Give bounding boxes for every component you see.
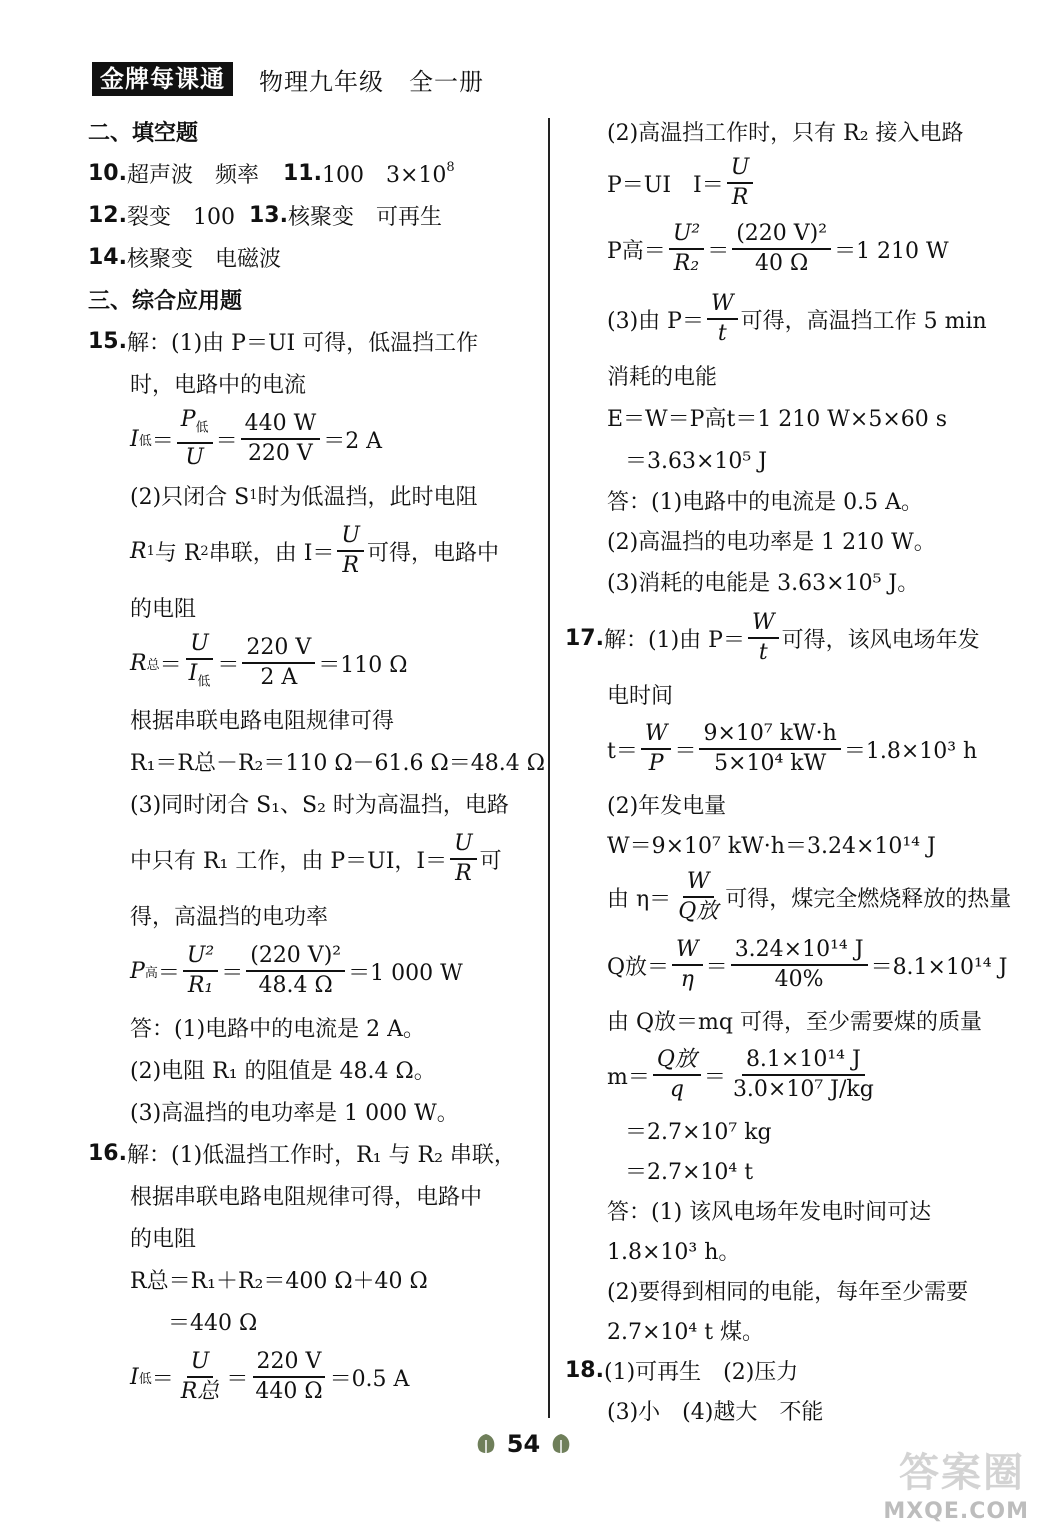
fraction: $\frac{W}{t}$	[748, 609, 779, 667]
fraction: $\frac{\text{U²}}{\text{R₁}}$	[183, 942, 218, 1000]
q16-line2: 根据串联电路电阻规律可得，电路中	[130, 1184, 483, 1210]
q17-r12: 电时间	[607, 683, 674, 709]
q16-line1: 16. 解：(1)低温挡工作时，R₁ 与 R₂ 串联，	[88, 1140, 516, 1168]
page-footer	[0, 1430, 1047, 1458]
q16-r6: E＝W＝P高t＝1 210 W×5×60 s	[607, 406, 948, 432]
q17-r23: 1.8×10³ h。	[607, 1239, 741, 1265]
q17-r16: 由 η＝ $\frac{W}{\text{Q放}}$ 可得，煤完全燃烧释放的热量	[607, 869, 1012, 924]
q17-r19: m＝ $\frac{\text{Q放}}{q}$ ＝ $\frac{\text{8.1×10¹⁴ J}}{\text{3.0×10⁷ J/kg}}$	[565, 1040, 1020, 1110]
fraction: $\frac{U}{R}$	[727, 154, 754, 212]
q15-line10: (3)同时闭合 S₁、S₂ 时为高温挡，电路	[130, 792, 509, 818]
q15-answer2: (2)电阻 R₁ 的阻值是 48.4 Ω。	[130, 1058, 436, 1084]
column-divider	[548, 118, 550, 1418]
q15-line8: 根据串联电路电阻规律可得	[130, 708, 395, 734]
answer-12-13: 12. 裂变 100 13. 核聚变 可再生	[88, 202, 442, 230]
q17-r18: 由 Q放＝mq 可得，至少需要煤的质量	[607, 1009, 982, 1035]
q17-r21: ＝2.7×10⁴ t	[625, 1159, 754, 1185]
fraction: $\frac{\text{Q放}}{q}$	[653, 1046, 701, 1104]
q17-r15: W＝9×10⁷ kW·h＝3.24×10¹⁴ J	[607, 833, 936, 859]
page-header	[92, 62, 484, 96]
answer-10-11: 10. 超声波 频率 11. 100 3×10 $^8$	[88, 159, 455, 188]
q15-line1: 15. 解：(1)由 P＝UI 可得，低温挡工作	[88, 328, 479, 356]
q16-formula-current: I 低 ＝ $\frac{U}{\text{R总}}$ ＝ $\frac{220 V}{440 \Omega}$ ＝0.5 A	[130, 1349, 410, 1404]
q15-line9: R₁＝R总－R₂＝110 Ω－61.6 Ω＝48.4 Ω	[130, 750, 545, 776]
q18-r26: 18. (1)可再生 (2)压力	[565, 1357, 799, 1385]
q15-answer3: (3)高温挡的电功率是 1 000 W。	[130, 1100, 459, 1126]
q17-r20: ＝2.7×10⁷ kg	[625, 1119, 772, 1145]
q17-r13: t＝ $\frac{W}{P}$ ＝ $\frac{\text{9×10⁷ kW·h}}{\text{5×10⁴ kW}}$ ＝1.8×10³ h	[607, 721, 978, 776]
fraction: $\frac{U}{I_低}$	[185, 630, 215, 696]
q16-line3: 的电阻	[130, 1226, 197, 1252]
fraction: $\frac{U}{R}$	[337, 522, 364, 580]
fraction: $\frac{\text{(220 V)²}}{40 \Omega}$	[732, 220, 831, 278]
q15-formula-power: P 高 ＝ $\frac{\text{U²}}{\text{R₁}}$ ＝ $\frac{\text{(220 V)²}}{48.4 \Omega}$ ＝1 000 W	[130, 943, 463, 998]
fraction: $\frac{\text{8.1×10¹⁴ J}}{\text{3.0×10⁷ J/kg}}$	[732, 1047, 874, 1102]
leaf-icon	[473, 1432, 499, 1456]
section-fill-in: 二、填空题	[88, 120, 199, 146]
q15-line4: (2)只闭合 S 1 时为低温挡，此时电阻	[130, 484, 478, 510]
fraction: $\frac{\text{9×10⁷ kW·h}}{\text{5×10⁴ kW}}$	[699, 720, 840, 778]
q15-line6: 的电阻	[130, 596, 197, 622]
q15-line5: R 1 与 R 2 串联，由 I＝ $\frac{U}{R}$ 可得，电路中	[130, 523, 499, 578]
fraction: $\frac{P_低}{U}$	[177, 406, 213, 472]
fraction: $\frac{W}{\eta}$	[672, 936, 703, 994]
q16-r5: 消耗的电能	[607, 364, 718, 390]
page-number: 54	[506, 1430, 541, 1458]
q16-r2: P＝UI I＝ $\frac{U}{R}$	[565, 152, 1020, 214]
q17-r17: Q放＝ $\frac{W}{\eta}$ ＝ $\frac{\text{3.24×10¹⁴ J}}{40\%}$ ＝8.1×10¹⁴ J	[607, 937, 1008, 992]
brand-label: 金牌每课通	[92, 62, 233, 96]
fraction: $\frac{\text{U²}}{\text{R₂}}$	[669, 220, 704, 278]
q15-formula-current: I 低 ＝ $\frac{P_低}{U}$ ＝ $\frac{440 W}{220 V}$ ＝2 A	[130, 406, 383, 471]
q17-r22: 答：(1) 该风电场年发电时间可达	[607, 1199, 932, 1225]
answer-14: 14. 核聚变 电磁波	[88, 244, 281, 272]
q15-line11: 中只有 R₁ 工作，由 P＝UI，I＝ $\frac{U}{R}$ 可	[130, 831, 502, 886]
section-application: 三、综合应用题	[88, 288, 243, 314]
q16-r10: (3)消耗的电能是 3.63×10⁵ J。	[607, 570, 920, 596]
left-column	[88, 110, 545, 1412]
q15-line12: 得，高温挡的电功率	[130, 904, 329, 930]
watermark-url: MXQE.COM	[883, 1499, 1029, 1524]
q16-r7: ＝3.63×10⁵ J	[625, 448, 768, 474]
fraction: $\frac{220 V}{2 A}$	[242, 634, 315, 692]
q16-r8: 答：(1)电路中的电流是 0.5 A。	[607, 489, 924, 515]
q16-r4: (3)由 P＝ $\frac{W}{t}$ 可得，高温挡工作 5 min	[607, 291, 987, 346]
fraction: $\frac{W}{t}$	[707, 290, 738, 348]
q16-line4: R总＝R₁＋R₂＝400 Ω＋40 Ω	[130, 1268, 428, 1294]
q15-formula-resistance: R 总 ＝ $\frac{U}{I_低}$ ＝ $\frac{220 V}{2 A}$ ＝110 Ω	[88, 628, 538, 698]
right-column	[565, 110, 1020, 1430]
q15-line2: 时，电路中的电流	[130, 372, 307, 398]
q17-r11: 17. 解：(1)由 P＝ $\frac{W}{t}$ 可得，该风电场年发	[565, 610, 980, 665]
leaf-icon	[548, 1432, 574, 1456]
q18-r27: (3)小 (4)越大 不能	[607, 1399, 824, 1425]
fraction: $\frac{W}{\text{Q放}}$	[678, 869, 719, 924]
fraction: $\frac{\text{(220 V)²}}{48.4 \Omega}$	[246, 942, 345, 1000]
fraction: $\frac{U}{\text{R总}}$	[180, 1349, 220, 1404]
fraction: $\frac{440 W}{220 V}$	[241, 410, 321, 468]
q17-r25: 2.7×10⁴ t 煤。	[607, 1319, 765, 1345]
q16-r3: P高＝ $\frac{\text{U²}}{\text{R₂}}$ ＝ $\frac{\text{(220 V)²}}{40 \Omega}$ ＝1 210 W	[607, 221, 949, 276]
fraction: $\frac{220 V}{440 \Omega}$	[251, 1348, 326, 1406]
q16-r1: (2)高温挡工作时，只有 R₂ 接入电路	[607, 120, 964, 146]
q16-r9: (2)高温挡的电功率是 1 210 W。	[607, 529, 936, 555]
fraction: $\frac{U}{R}$	[450, 830, 477, 888]
fraction: $\frac{\text{3.24×10¹⁴ J}}{40\%}$	[731, 936, 868, 994]
q17-r14: (2)年发电量	[607, 793, 727, 819]
q15-answer1: 答：(1)电路中的电流是 2 A。	[130, 1016, 426, 1042]
fraction: $\frac{W}{P}$	[641, 720, 672, 778]
q16-line5: ＝440 Ω	[168, 1310, 258, 1336]
q17-r24: (2)要得到相同的电能，每年至少需要	[607, 1279, 969, 1305]
subject-title: 物理九年级 全一册	[259, 67, 484, 96]
watermark-logo: 答案圈	[899, 1450, 1025, 1496]
